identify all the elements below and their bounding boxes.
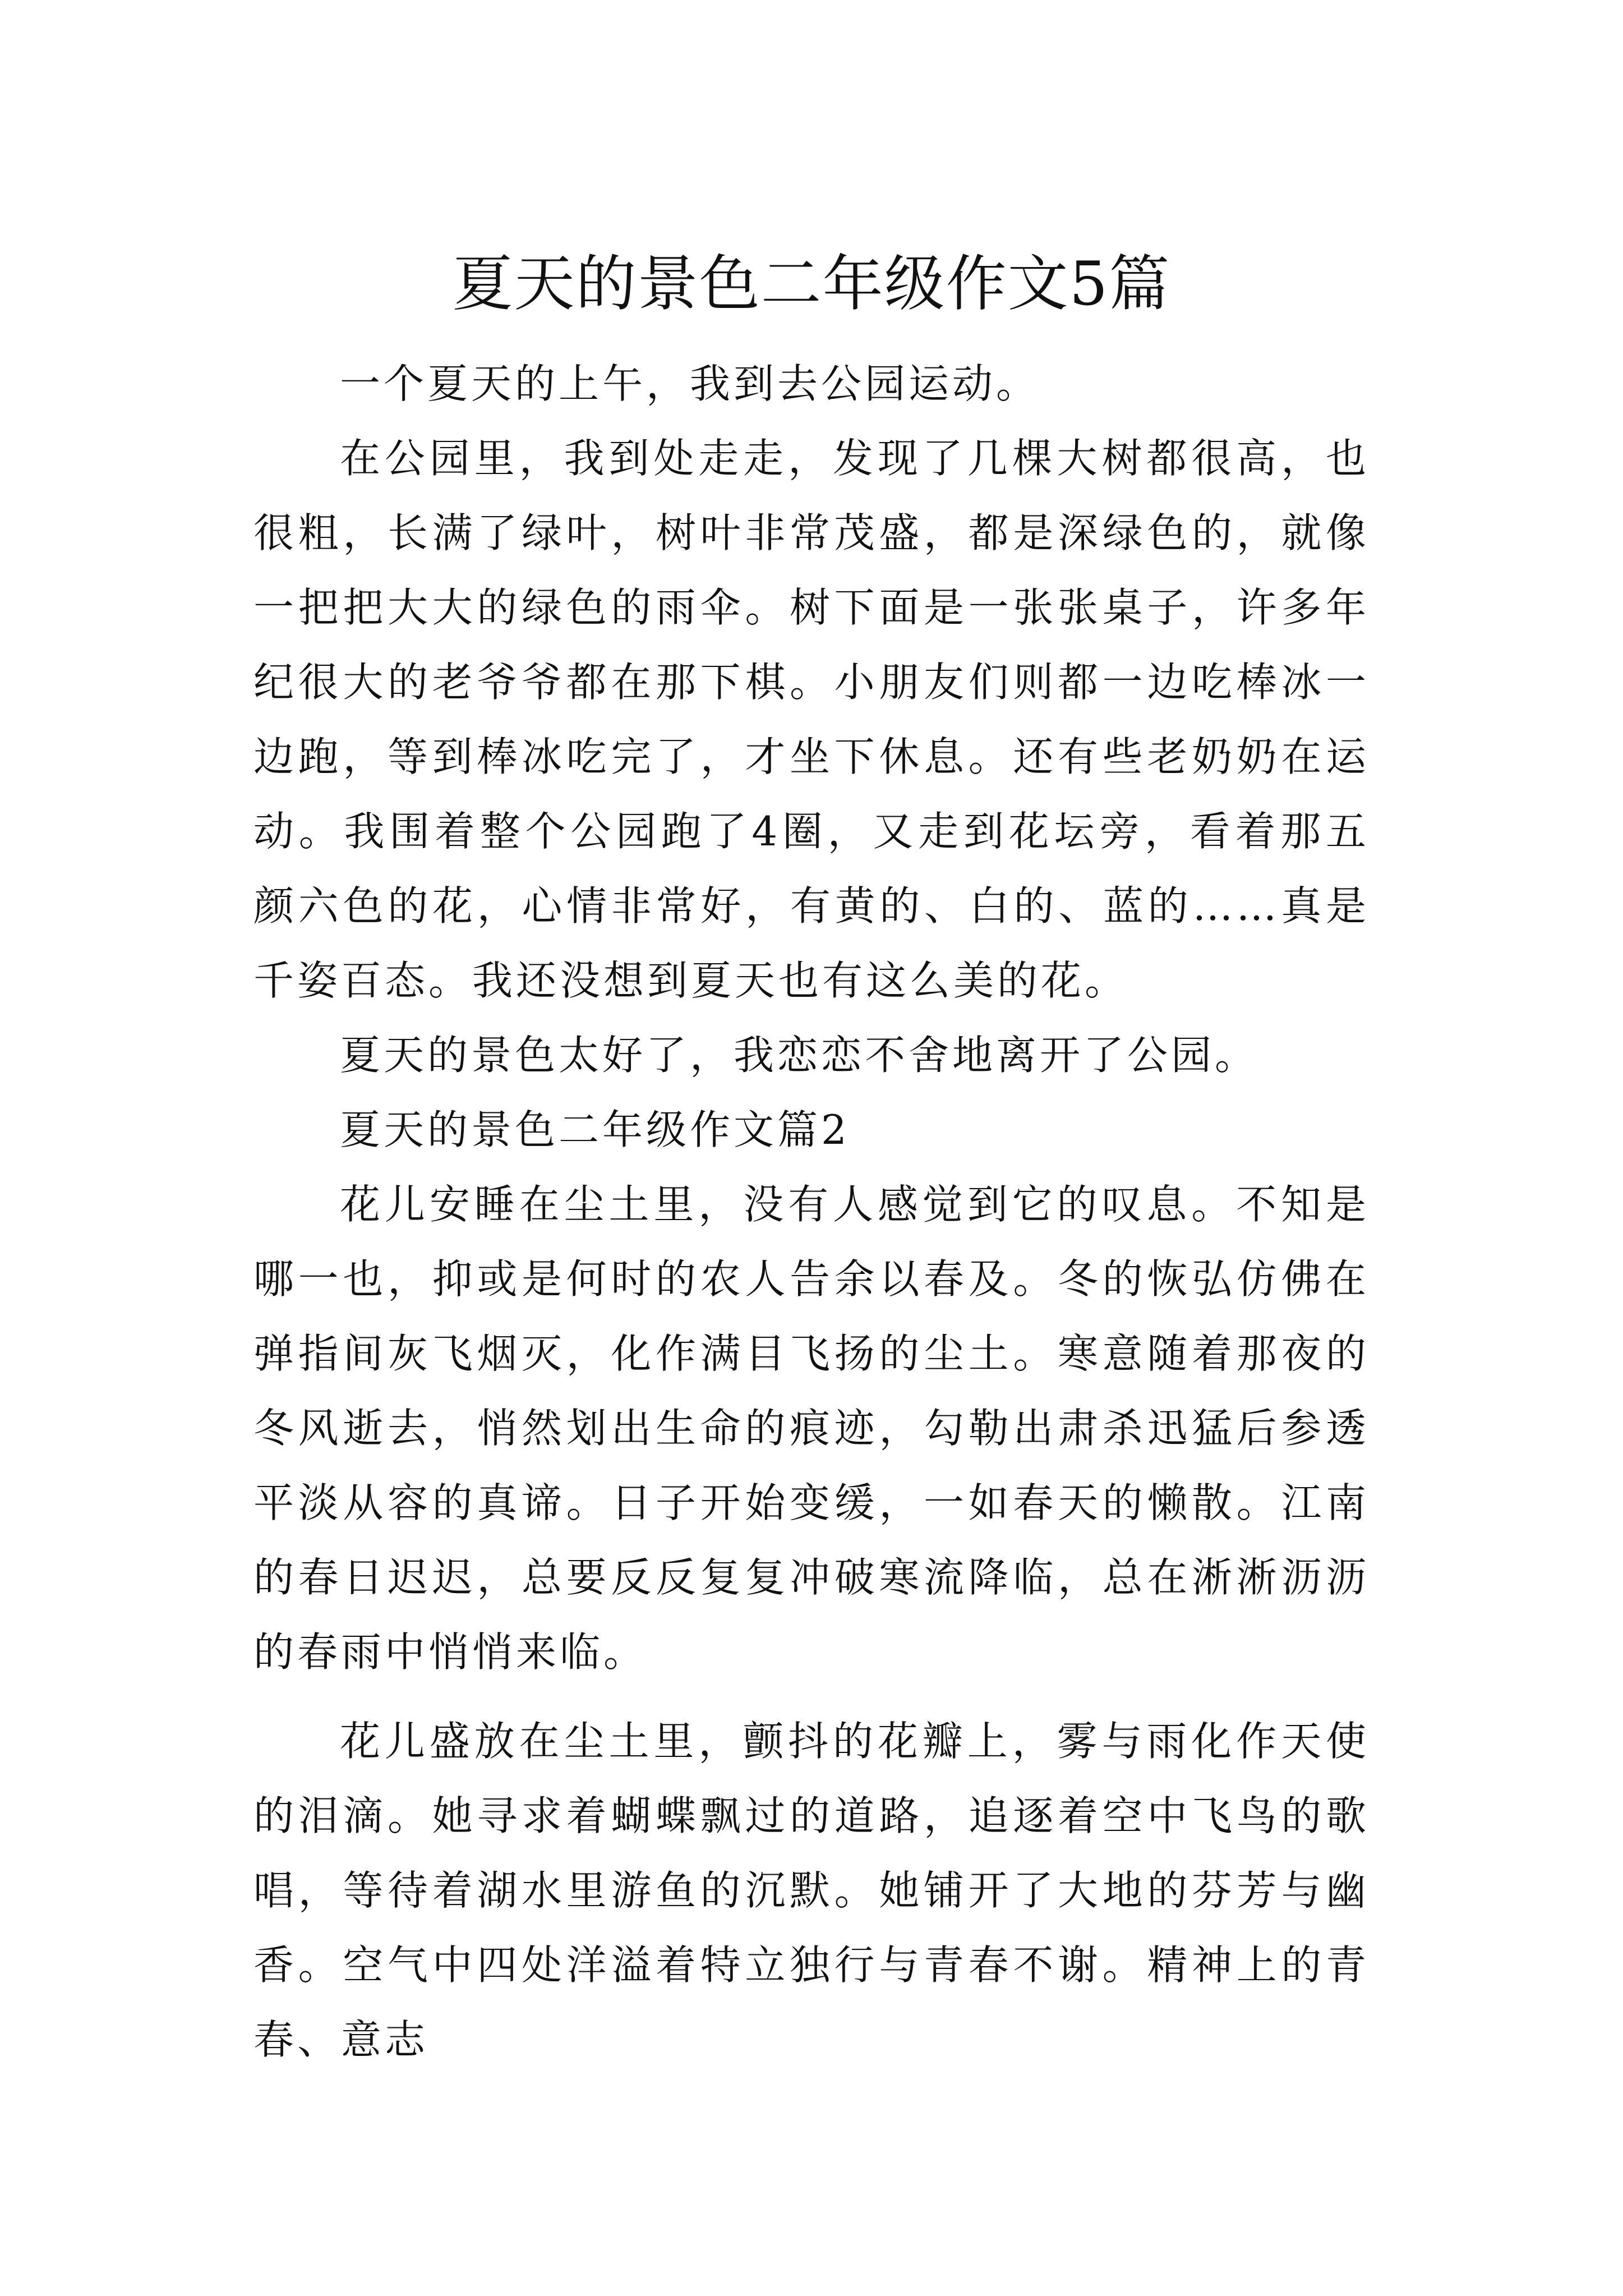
paragraph-2: 在公园里，我到处走走，发现了几棵大树都很高，也很粗，长满了绿叶，树叶非常茂盛，都是深绿色的，就像一把把大大的绿色的雨伞。树下面是一张张桌子，许多年纪很大的老爷爷都在那下棋。小朋友们则都一边吃棒冰一边跑，等到棒冰吃完了，才坐下休息。还有些老奶奶在运动。我围着整个公园跑了4圈，又走到花坛旁，看着那五颜六色的花，心情非常好，有黄的、白的、蓝的……真是千姿百态。我还没想到夏天也有这么美的花。 (253, 435, 1370, 1004)
paragraph-6: 花儿盛放在尘土里，颤抖的花瓣上，雾与雨化作天使的泪滴。她寻求着蝴蝶飘过的道路，追逐着空中飞鸟的歌唱，等待着湖水里游鱼的沉默。她铺开了大地的芬芳与幽香。空气中四处洋溢着特立独行与青春不谢。精神上的青春、意志 (253, 1718, 1370, 2063)
paragraph-1: 一个夏天的上午，我到去公园运动。 (340, 360, 1040, 407)
document-body (253, 347, 1370, 2077)
document-title: 夏天的景色二年级作文5篇 (452, 249, 1171, 320)
section-heading-2: 夏天的景色二年级作文篇2 (340, 1106, 850, 1153)
paragraph-3: 夏天的景色太好了，我恋恋不舍地离开了公园。 (340, 1032, 1259, 1079)
paragraph-5: 花儿安睡在尘土里，没有人感觉到它的叹息。不知是哪一也，抑或是何时的农人告余以春及。冬的恢弘仿佛在弹指间灰飞烟灭，化作满目飞扬的尘土。寒意随着那夜的冬风逝去，悄然划出生命的痕迹，勾勒出肃杀迅猛后参透平淡从容的真谛。日子开始变缓，一如春天的懒散。江南的春日迟迟，总要反反复复冲破寒流降临，总在淅淅沥沥的春雨中悄悄来临。 (253, 1181, 1370, 1676)
